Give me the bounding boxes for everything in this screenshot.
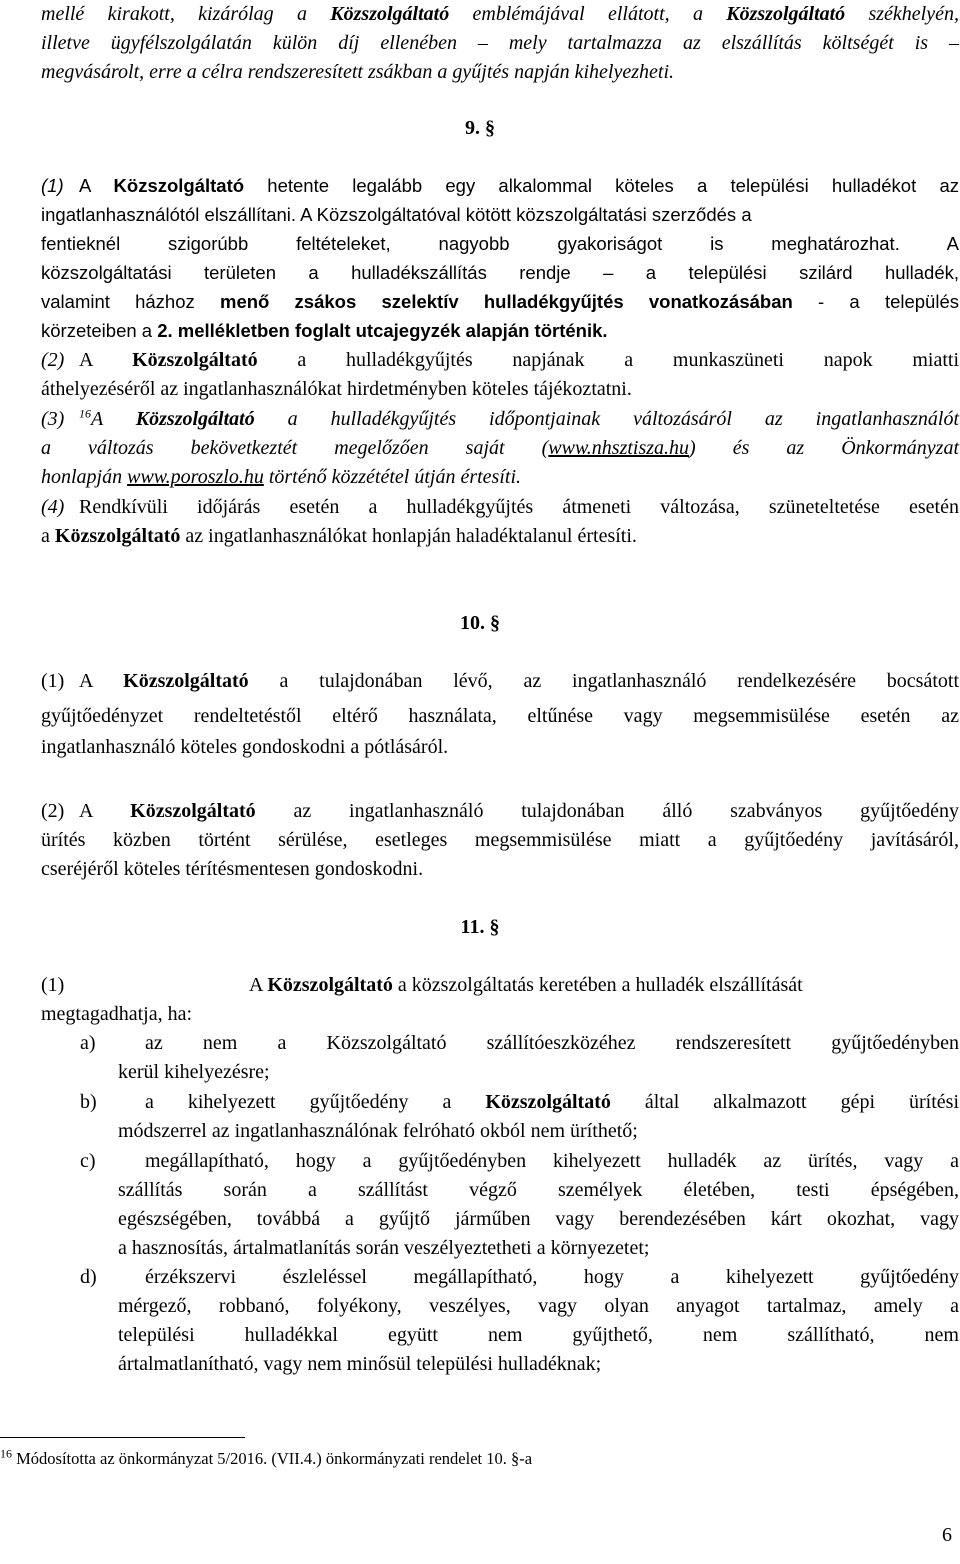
section-9-heading: 9. § bbox=[465, 117, 495, 139]
s9-p1-line-6: körzeteiben a 2. mellékletben foglalt utcajegyzék alapján történik. bbox=[41, 320, 608, 341]
footnote: $^{16}$ Módosította az önkormányzat 5/2016. (VII.4.) önkormányzati rendelet 10. §-a bbox=[0, 1446, 533, 1468]
s9-p2-line-1: (2) A Közszolgáltató a hulladékgyűjtés napjának a munkaszüneti napok miatti bbox=[41, 349, 960, 371]
s11-item-a-line-1: a) az nem a Közszolgáltató szállítóeszközéhez rendszeresített gyűjtőedényben bbox=[80, 1032, 959, 1054]
s11-item-d-line-1: d) érzékszervi észleléssel megállapítható, hogy a kihelyezett gyűjtőedény bbox=[80, 1266, 959, 1288]
footnote-ref: 16 bbox=[79, 406, 91, 421]
poroszlo-link[interactable]: www.poroszlo.hu bbox=[127, 466, 264, 488]
s11-item-b-line-1: b) a kihelyezett gyűjtőedény a Közszolgáltató által alkalmazott gépi ürítési bbox=[80, 1091, 959, 1113]
s11-item-c-line-4: a hasznosítás, ártalmatlanítás során veszélyeztetheti a környezetet; bbox=[118, 1237, 650, 1259]
nhsztisza-link[interactable]: www.nhsztisza.hu bbox=[548, 437, 690, 459]
s11-item-a-line-2: kerül kihelyezésre; bbox=[118, 1061, 270, 1083]
s9-p3-line-2: a változás bekövetkeztét megelőzően saját (www.nhsztisza.hu) és az Önkormányzat bbox=[41, 437, 959, 459]
s11-item-b-line-2: módszerrel az ingatlanhasználónak felróható okból nem üríthető; bbox=[118, 1120, 638, 1142]
s9-p1-line-1: (1) A Közszolgáltató hetente legalább egy alkalommal köteles a települési hulladékot az bbox=[41, 175, 959, 196]
page-number: 6 bbox=[942, 1524, 952, 1546]
section-10-heading: 10. § bbox=[460, 612, 500, 634]
intro-line-3: megvásárolt, erre a célra rendszeresített zsákban a gyűjtés napján kihelyezheti. bbox=[41, 61, 675, 83]
s11-item-c-line-1: c) megállapítható, hogy a gyűjtőedényben kihelyezett hulladék az ürítés, vagy a bbox=[80, 1150, 959, 1172]
footnote-separator bbox=[0, 1437, 245, 1438]
s9-p3-line-1: (3) $^{16}$A Közszolgáltató a hulladékgyűjtés időpontjainak változásáról az ingatlanhasználót bbox=[41, 406, 959, 430]
s10-p2-line-3: cseréjéről köteles térítésmentesen gondoskodni. bbox=[41, 858, 424, 880]
s10-p1-line-3: ingatlanhasználó köteles gondoskodni a pótlásáról. bbox=[41, 736, 449, 758]
s9-p4-line-2: a Közszolgáltató az ingatlanhasználókat honlapján haladéktalanul értesíti. bbox=[41, 525, 637, 547]
s10-p1-line-2: gyűjtőedényzet rendeltetéstől eltérő használata, eltűnése vagy megsemmisülése esetén az bbox=[41, 705, 959, 727]
s9-p1-line-3: fentieknél szigorúbb feltételeket, nagyobb gyakoriságot is meghatározhat. A bbox=[41, 233, 959, 254]
section-11-heading: 11. § bbox=[460, 916, 500, 938]
s9-p2-line-2: áthelyezéséről az ingatlanhasználókat hirdetményben köteles tájékoztatni. bbox=[41, 378, 632, 400]
s11-item-d-line-4: ártalmatlanítható, vagy nem minősül települési hulladéknak; bbox=[118, 1353, 602, 1375]
intro-line-1: mellé kirakott, kizárólag a Közszolgáltató emblémájával ellátott, a Közszolgáltató székhelyén, bbox=[41, 3, 959, 25]
s9-p4-line-1: (4) Rendkívüli időjárás esetén a hulladékgyűjtés átmeneti változása, szüneteltetése esetén bbox=[41, 496, 959, 518]
s11-item-c-line-3: egészségében, továbbá a gyűjtő járműben vagy berendezésében kárt okozhat, vagy bbox=[118, 1208, 959, 1230]
s11-item-d-line-3: települési hulladékkal együtt nem gyűjthető, nem szállítható, nem bbox=[118, 1324, 959, 1346]
s10-p2-line-2: ürítés közben történt sérülése, esetleges megsemmisülése miatt a gyűjtőedény javításáról, bbox=[41, 829, 959, 851]
s9-p3-line-3: honlapján www.poroszlo.hu történő közzététel útján értesíti. bbox=[41, 466, 522, 488]
s10-p2-line-1: (2) A Közszolgáltató az ingatlanhasználó tulajdonában álló szabványos gyűjtőedény bbox=[41, 800, 959, 822]
s9-p1-line-5: valamint házhoz menő zsákos szelektív hulladékgyűjtés vonatkozásában - a település bbox=[41, 291, 959, 312]
s9-p1-line-4: közszolgáltatási területen a hulladékszállítás rendje – a települési szilárd hulladék, bbox=[41, 262, 959, 283]
s11-p1-line-2: megtagadhatja, ha: bbox=[41, 1003, 193, 1025]
s11-p1-line-1: (1) A Közszolgáltató a közszolgáltatás keretében a hulladék elszállítását bbox=[41, 974, 803, 996]
s11-item-c-line-2: szállítás során a szállítást végző személyek életében, testi épségében, bbox=[118, 1179, 959, 1201]
intro-line-2: illetve ügyfélszolgálatán külön díj ellenében – mely tartalmazza az elszállítás költségét is – bbox=[41, 32, 959, 54]
s11-item-d-line-2: mérgező, robbanó, folyékony, veszélyes, vagy olyan anyagot tartalmaz, amely a bbox=[118, 1295, 959, 1317]
s9-p1-line-2: ingatlanhasználótól elszállítani. A Közszolgáltatóval kötött közszolgáltatási szerződés a bbox=[41, 204, 752, 225]
s10-p1-line-1: (1) A Közszolgáltató a tulajdonában lévő, az ingatlanhasználó rendelkezésére bocsátott bbox=[41, 670, 960, 692]
